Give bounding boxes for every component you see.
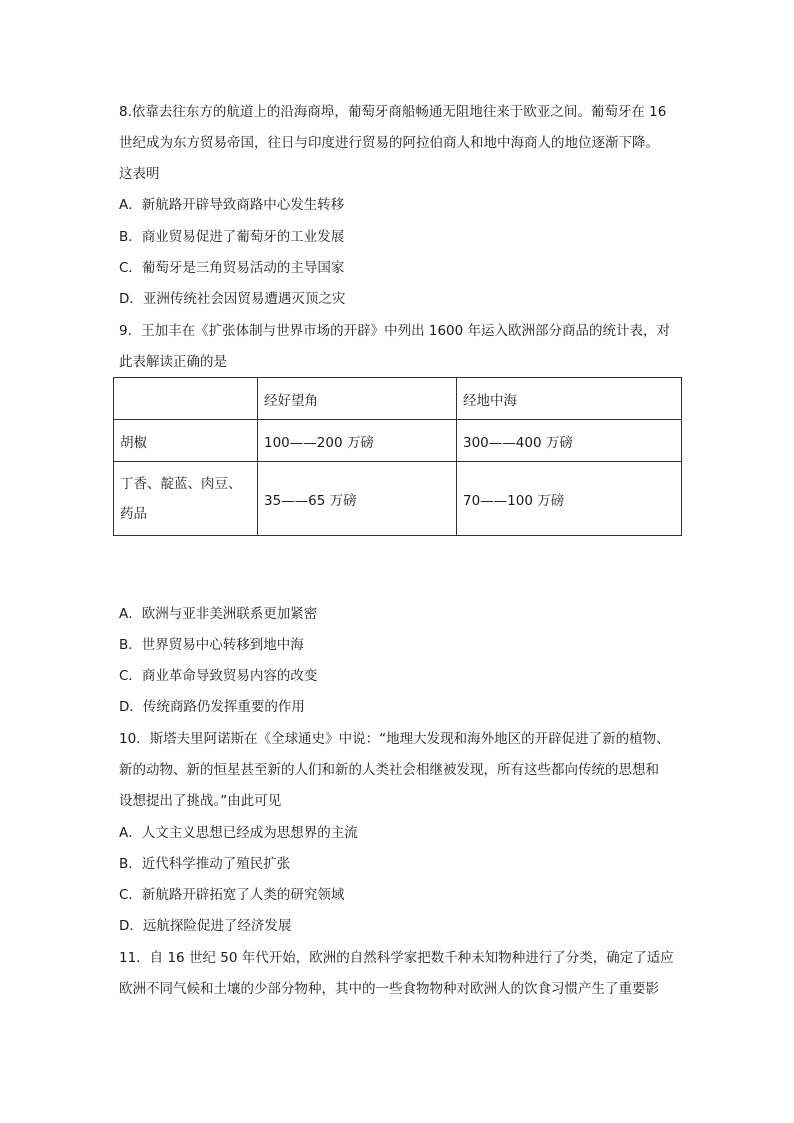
question-10-option-c: C．新航路开辟拓宽了人类的研究领域	[119, 887, 345, 903]
question-9-stem-line-2: 此表解读正确的是	[119, 354, 227, 370]
table-row	[114, 420, 682, 462]
question-9-option-d: D．传统商路仍发挥重要的作用	[119, 699, 305, 715]
question-10-stem-line-2: 新的动物、新的恒星甚至新的人们和新的人类社会相继被发现，所有这些都向传统的思想和	[119, 762, 659, 778]
table-row	[114, 462, 682, 536]
question-8-option-d: D．亚洲传统社会因贸易遭遇灭顶之灾	[119, 291, 346, 307]
question-9-option-b: B．世界贸易中心转移到地中海	[119, 637, 304, 653]
table-cell-mediterranean-amount: 70——100 万磅	[457, 462, 682, 536]
table-cell-commodity: 胡椒	[114, 420, 258, 462]
table-cell-commodity-text: 丁香、靛蓝、肉豆、药品	[120, 475, 242, 522]
import-statistics-table	[113, 377, 682, 536]
question-10-stem-line-1: 10．斯塔夫里阿诺斯在《全球通史》中说：“地理大发现和海外地区的开辟促进了新的植物、	[119, 731, 670, 747]
table-header-cell	[114, 378, 258, 420]
question-10-option-b: B．近代科学推动了殖民扩张	[119, 856, 291, 872]
question-10-option-d: D．远航探险促进了经济发展	[119, 918, 292, 934]
question-8-option-a: A．新航路开辟导致商路中心发生转移	[119, 197, 345, 213]
question-8-stem-line-1: 8.依靠去往东方的航道上的沿海商埠，葡萄牙商船畅通无阻地往来于欧亚之间。葡萄牙在 16	[119, 104, 667, 120]
table-header-mediterranean-route: 经地中海	[457, 378, 682, 420]
question-9-option-c: C．商业革命导致贸易内容的改变	[119, 668, 318, 684]
table-cell-cape-amount: 100——200 万磅	[258, 420, 457, 462]
question-10-option-a: A．人文主义思想已经成为思想界的主流	[119, 825, 358, 841]
table-cell-mediterranean-amount: 300——400 万磅	[457, 420, 682, 462]
question-11-stem-line-2: 欧洲不同气候和土壤的少部分物种，其中的一些食物物种对欧洲人的饮食习惯产生了重要影	[119, 981, 659, 997]
question-9-stem-line-1: 9．王加丰在《扩张体制与世界市场的开辟》中列出 1600 年运入欧洲部分商品的统计表，对	[119, 323, 671, 339]
table-cell-cape-amount: 35——65 万磅	[258, 462, 457, 536]
question-8-option-c: C．葡萄牙是三角贸易活动的主导国家	[119, 260, 345, 276]
question-10-stem-line-3: 设想提出了挑战。”由此可见	[119, 793, 282, 809]
table-header-row	[114, 378, 682, 420]
table-cell-commodity	[114, 462, 258, 536]
question-11-stem-line-1: 11．自 16 世纪 50 年代开始，欧洲的自然科学家把数千种未知物种进行了分类，确定了适应	[119, 950, 674, 966]
question-8-stem-line-2: 世纪成为东方贸易帝国，往日与印度进行贸易的阿拉伯商人和地中海商人的地位逐渐下降。	[119, 135, 659, 151]
question-9-option-a: A．欧洲与亚非美洲联系更加紧密	[119, 606, 318, 622]
question-8-stem-line-3: 这表明	[119, 166, 160, 182]
table-header-cape-route: 经好望角	[258, 378, 457, 420]
question-8-option-b: B．商业贸易促进了葡萄牙的工业发展	[119, 229, 345, 245]
